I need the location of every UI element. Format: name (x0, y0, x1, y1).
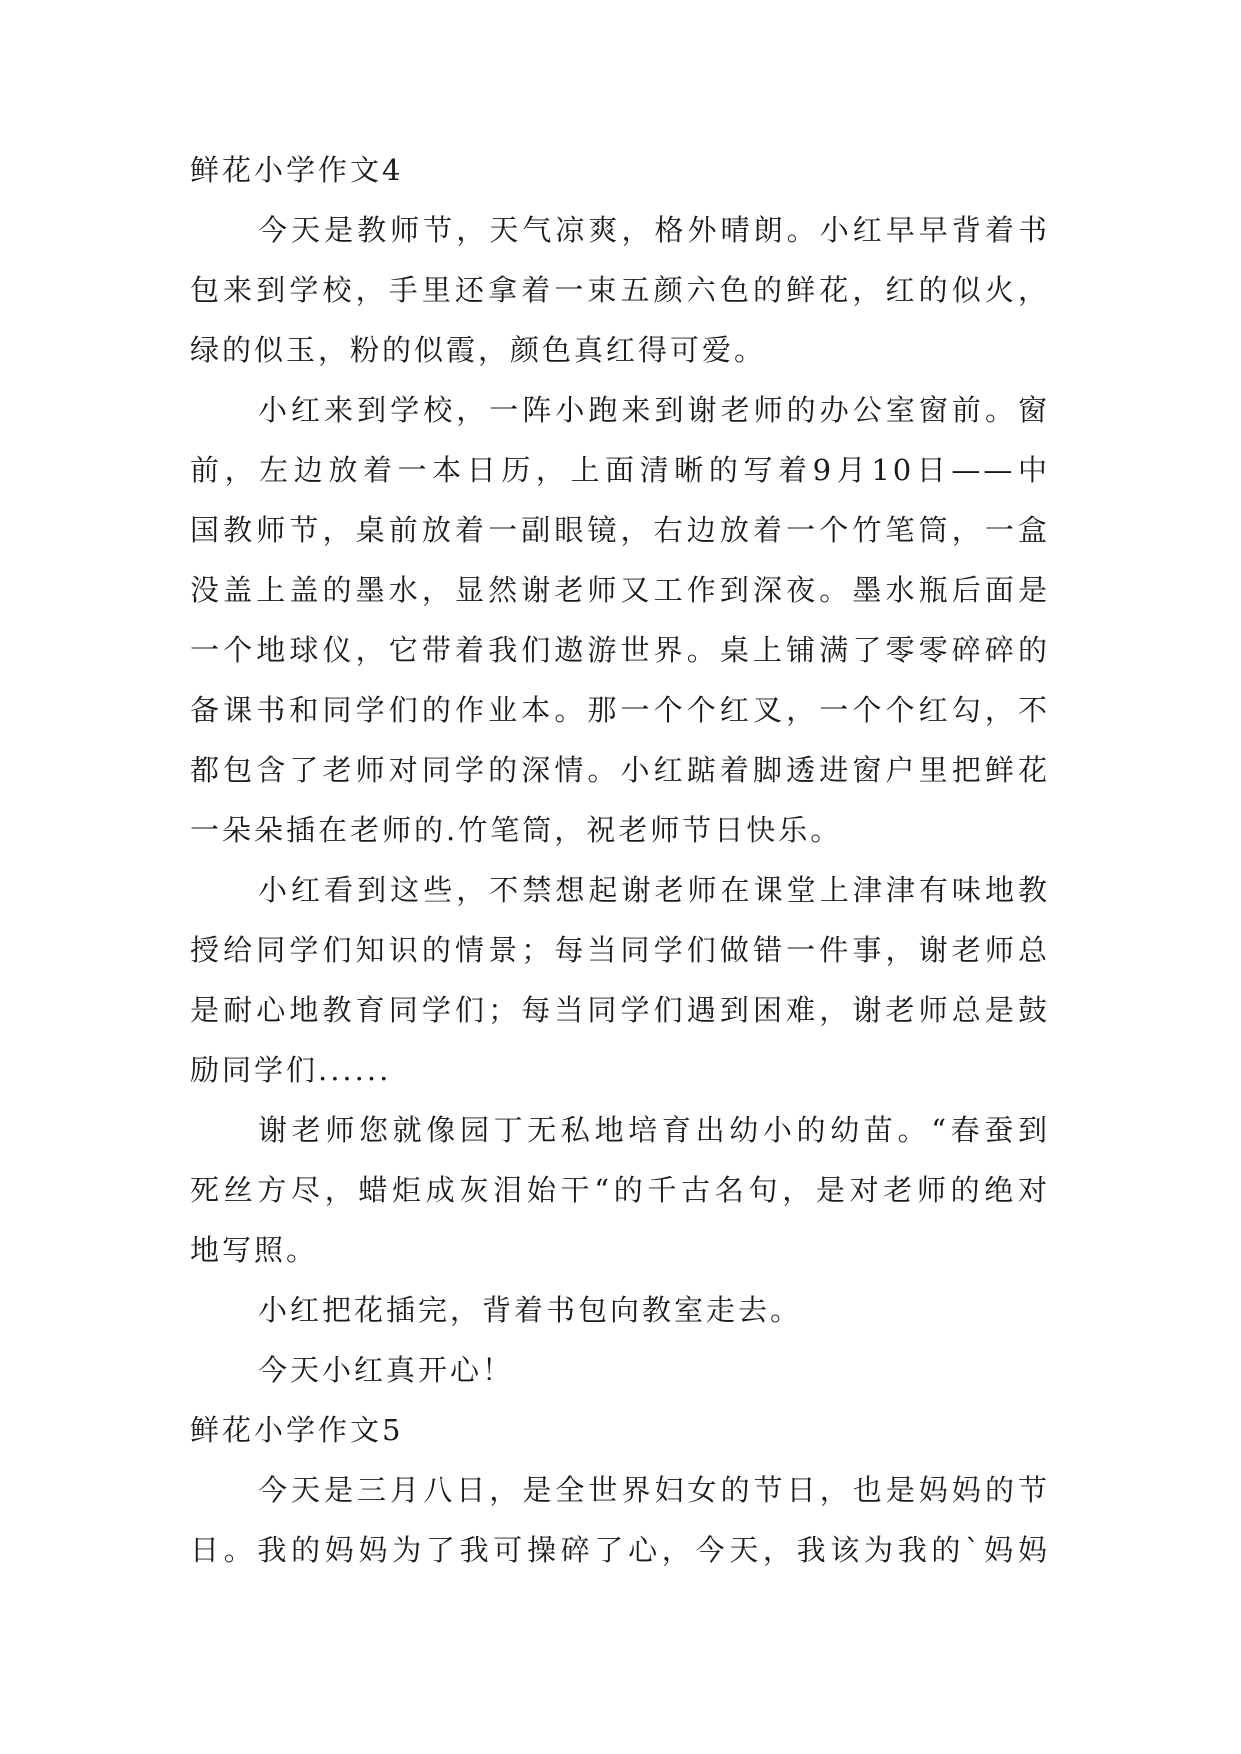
paragraph-line: 是耐心地教育同学们；每当同学们遇到困难，谢老师总是鼓 (190, 993, 1050, 1027)
paragraph-line: 今天小红真开心！ (258, 1353, 515, 1387)
paragraph-line: 都包含了老师对同学的深情。小红踮着脚透进窗户里把鲜花 (190, 753, 1050, 787)
paragraph-line: 绿的似玉，粉的似霞，颜色真红得可爱。 (190, 333, 767, 367)
paragraph-line: 今天是三月八日，是全世界妇女的节日，也是妈妈的节 (258, 1473, 1050, 1507)
paragraph-line: 地写照。 (190, 1233, 319, 1267)
paragraph-line: 一朵朵插在老师的.竹笔筒，祝老师节日快乐。 (190, 813, 843, 847)
paragraph-line: 小红看到这些，不禁想起谢老师在课堂上津津有味地教 (258, 873, 1050, 907)
paragraph-line: 没盖上盖的墨水，显然谢老师又工作到深夜。墨水瓶后面是 (190, 573, 1050, 607)
paragraph-line: 励同学们...... (190, 1053, 392, 1087)
paragraph-line: 谢老师您就像园丁无私地培育出幼小的幼苗。“春蚕到 (258, 1113, 1050, 1147)
paragraph-line: 国教师节，桌前放着一副眼镜，右边放着一个竹笔筒，一盒 (190, 513, 1050, 547)
essay-title-4: 鲜花小学作文4 (190, 153, 404, 187)
paragraph-line: 包来到学校，手里还拿着一束五颜六色的鲜花，红的似火， (190, 273, 1050, 307)
paragraph-line: 日。我的妈妈为了我可操碎了心，今天，我该为我的`妈妈 (190, 1533, 1050, 1567)
paragraph-line: 小红把花插完，背着书包向教室走去。 (258, 1293, 803, 1327)
paragraph-line: 一个地球仪，它带着我们遨游世界。桌上铺满了零零碎碎的 (190, 633, 1050, 667)
document-page (190, 140, 1050, 1580)
paragraph-line: 今天是教师节，天气凉爽，格外晴朗。小红早早背着书 (258, 213, 1050, 247)
paragraph-line: 备课书和同学们的作业本。那一个个红叉，一个个红勾，不 (190, 693, 1050, 727)
paragraph-line: 死丝方尽，蜡炬成灰泪始干“的千古名句，是对老师的绝对 (190, 1173, 1050, 1207)
essay-title-5: 鲜花小学作文5 (190, 1413, 404, 1447)
paragraph-line: 授给同学们知识的情景；每当同学们做错一件事，谢老师总 (190, 933, 1050, 967)
paragraph-line: 小红来到学校，一阵小跑来到谢老师的办公室窗前。窗 (258, 393, 1050, 427)
paragraph-line: 前，左边放着一本日历，上面清晰的写着9月10日——中 (190, 453, 1050, 487)
